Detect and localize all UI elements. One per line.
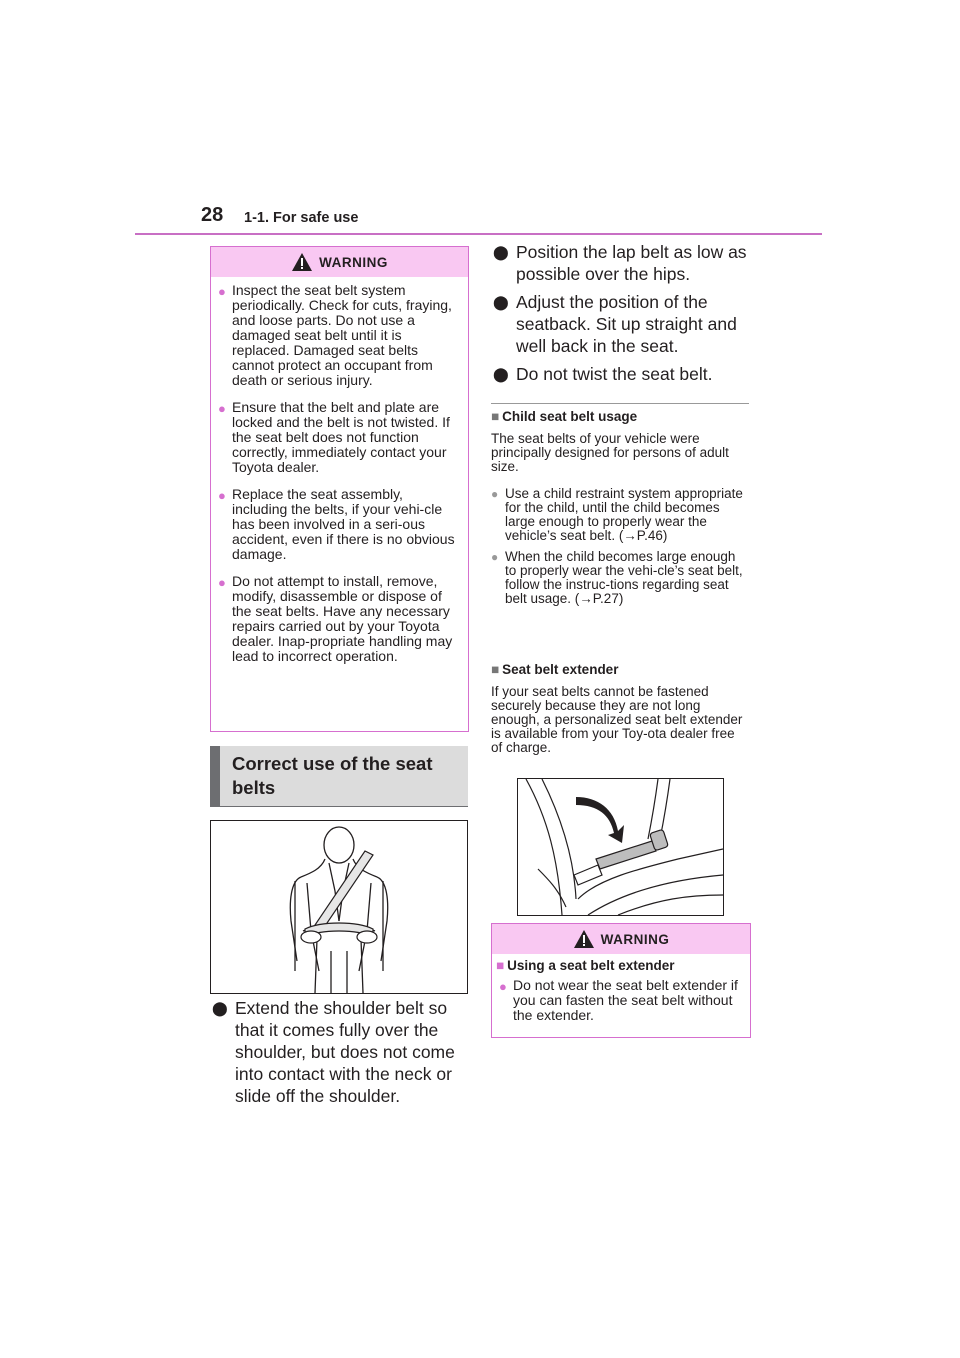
bullet-dot-icon: ● — [218, 488, 226, 503]
section-heading — [210, 746, 468, 806]
warning-triangle-icon — [573, 929, 595, 949]
bullet-dot-icon: ● — [218, 575, 226, 590]
bullet-dot-icon: ⬤ — [212, 1000, 228, 1016]
warning-title: WARNING — [319, 254, 388, 270]
heading-bar — [210, 746, 220, 806]
bullet-dot-icon: ⬤ — [493, 244, 509, 260]
person-seatbelt-icon — [211, 821, 467, 993]
warning-title: WARNING — [600, 931, 670, 947]
warning-list — [211, 277, 468, 664]
list-item: ● Do not attempt to install, remove, modify, disassemble or dispose of the seat belts. Have any necessary repairs carried out by your Toyota dealer. Inap-propriate handling may lead to incorrect operation. — [218, 573, 453, 664]
square-bullet-icon: ■ — [496, 958, 505, 973]
warning-list — [492, 973, 750, 1023]
bullet-dot-icon: ● — [491, 487, 499, 501]
warning-header — [211, 247, 468, 277]
child-usage-list — [491, 487, 749, 606]
section-title: 1-1. For safe use — [244, 210, 359, 226]
list-item: ● When the child becomes large enough to properly wear the vehi-cle’s seat belt, follow the instruc-tions regarding seat belt usage. (→P.27) — [491, 549, 743, 606]
divider — [491, 403, 749, 404]
bullet-dot-icon: ● — [218, 401, 226, 416]
page-number: 28 — [201, 204, 224, 226]
list-item: ⬤ Extend the shoulder belt so that it comes fully over the shoulder, but does not come into contact with the neck or slide off the shoulder. — [212, 998, 455, 1106]
extender-illustration — [517, 778, 724, 916]
warning-box — [210, 246, 469, 732]
list-item: ⬤ Adjust the position of the seatback. Sit up straight and well back in the seat. — [493, 292, 737, 356]
list-item: ● Do not wear the seat belt extender if you can fasten the seat belt without the extender. — [499, 977, 738, 1023]
bullet-dot-icon: ⬤ — [493, 366, 509, 382]
bullet-dot-icon: ● — [491, 550, 499, 564]
list-item: ⬤ Position the lap belt as low as possible over the hips. — [493, 242, 747, 284]
seat-belt-extender-icon — [518, 779, 723, 915]
bullet-dot-icon: ⬤ — [493, 294, 509, 310]
warning-header — [492, 924, 750, 954]
bullet-dot-icon: ● — [218, 284, 226, 299]
header-rule — [135, 233, 822, 235]
warning-box-extender — [491, 923, 751, 1038]
bullet-dot-icon: ● — [499, 979, 507, 994]
warning-subheading: ■ Using a seat belt extender — [496, 958, 675, 973]
child-usage-body: The seat belts of your vehicle were principally designed for persons of adult size. — [491, 431, 729, 474]
subheading-child-usage: ■ Child seat belt usage — [491, 409, 638, 424]
seat-belt-illustration — [210, 820, 468, 994]
warning-triangle-icon — [291, 252, 313, 272]
subheading-extender: ■ Seat belt extender — [491, 662, 619, 677]
list-item: ● Inspect the seat belt system periodically. Check for cuts, fraying, and loose parts. Do not use a damaged seat belt until it is replaced. Damaged seat belts cannot protect an occupant from death or serious injury. — [218, 282, 452, 388]
square-bullet-icon: ■ — [491, 409, 500, 424]
left-bullet-list — [210, 997, 468, 1107]
list-item: ● Replace the seat assembly, including the belts, if your vehi-cle has been involved in a seri-ous accident, even if there is no obvious damage. — [218, 486, 455, 562]
list-item: ● Use a child restraint system appropriate for the child, until the child becomes large enough to properly wear the vehicle’s seat belt. (→P.46) — [491, 486, 743, 543]
list-item: ● Ensure that the belt and plate are locked and the belt is not twisted. If the seat belt does not function correctly, immediately contact your Toyota dealer. — [218, 399, 450, 475]
right-bullet-list — [491, 241, 751, 385]
extender-body: If your seat belts cannot be fastened securely because they are not long enough, a personalized seat belt extender is available from your Toy-ota dealer free of charge. — [491, 684, 743, 755]
list-item: ⬤ Do not twist the seat belt. — [493, 364, 713, 384]
section-heading-text: Correct use of the seat belts — [232, 753, 433, 798]
square-bullet-icon: ■ — [491, 662, 500, 677]
heading-underline — [210, 806, 468, 807]
